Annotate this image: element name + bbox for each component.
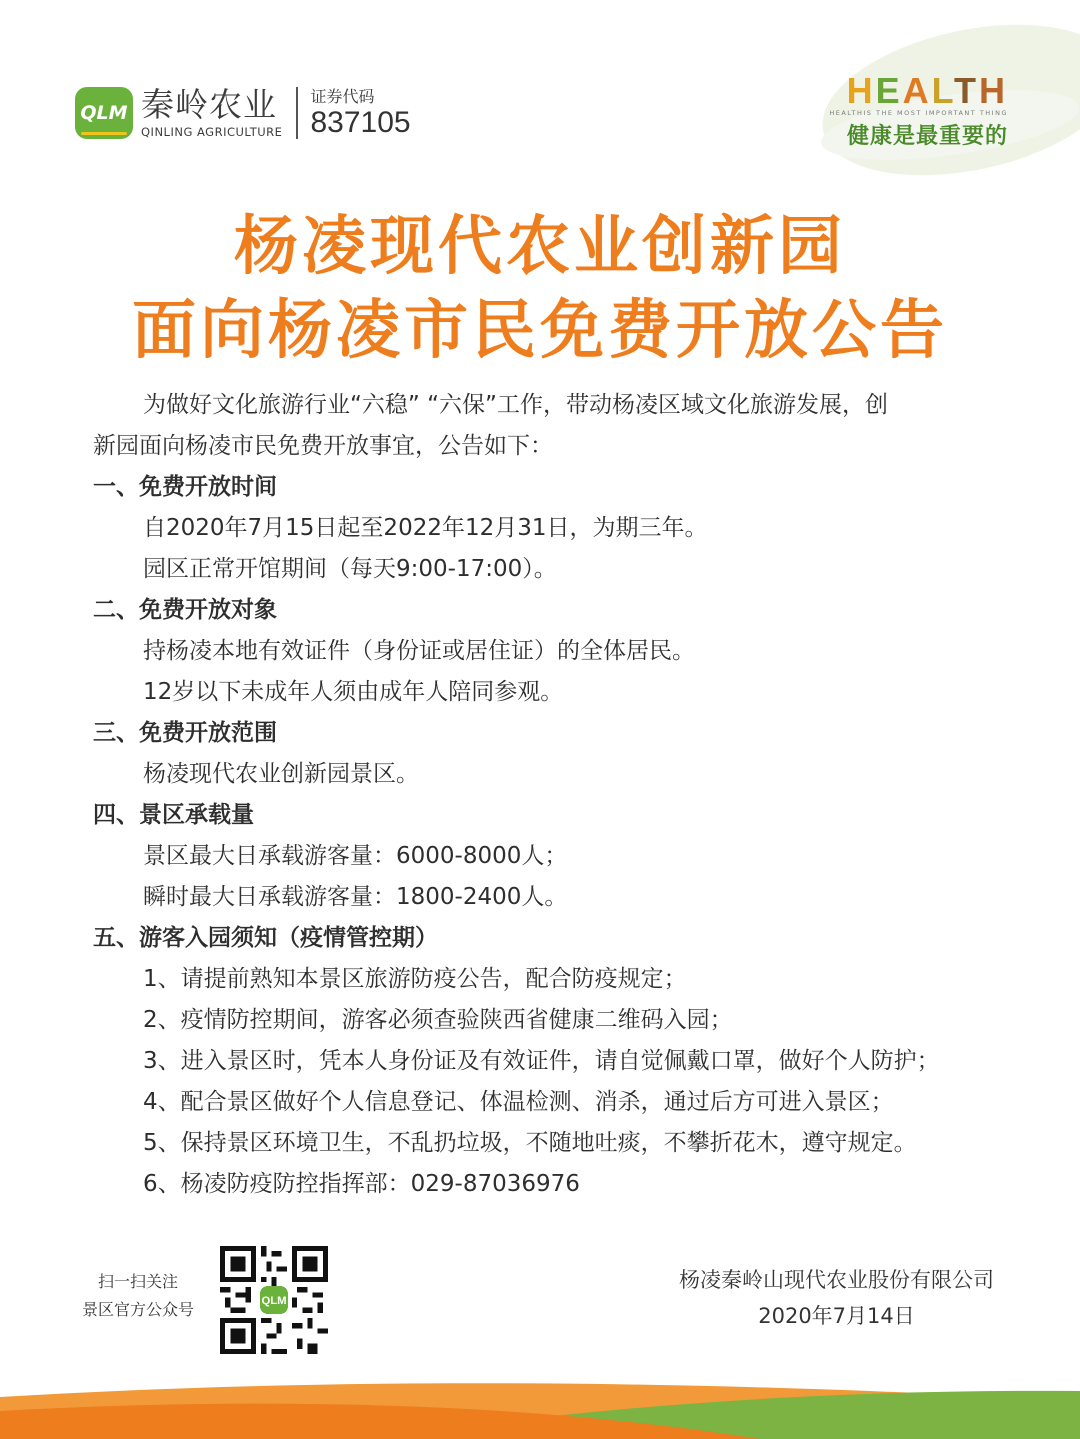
logo-chinese-name: 秦岭农业 xyxy=(141,85,277,124)
section-line: 3、进入景区时，凭本人身份证及有效证件，请自觉佩戴口罩，做好个人防护； xyxy=(143,1048,940,1074)
section-heading: 一、免费开放时间 xyxy=(93,474,277,500)
section-heading: 五、游客入园须知（疫情管控期） xyxy=(93,925,438,951)
section-line: 自2020年7月15日起至2022年12月31日，为期三年。 xyxy=(143,515,708,541)
health-tagline: HEALTHIS THE MOST IMPORTANT THING xyxy=(829,109,1008,117)
health-chinese-slogan: 健康是最重要的 xyxy=(846,124,1008,149)
company-name: 杨凌秦岭山现代农业股份有限公司 xyxy=(679,1268,994,1292)
bottom-decorative-band xyxy=(0,1349,1080,1439)
section-heading: 四、景区承载量 xyxy=(93,802,254,828)
company-signature xyxy=(679,1262,994,1334)
logo-badge-text: QLM xyxy=(80,102,128,124)
follow-line: 扫一扫关注 xyxy=(98,1272,179,1291)
company-logo xyxy=(75,86,411,140)
qr-code-icon[interactable] xyxy=(220,1246,328,1354)
notice-title xyxy=(0,205,1080,373)
section-line: 1、请提前熟知本景区旅游防疫公告，配合防疫规定； xyxy=(143,966,687,992)
title-line-2: 面向杨凌市民免费开放公告 xyxy=(132,294,948,368)
section-line: 4、配合景区做好个人信息登记、体温检测、消杀，通过后方可进入景区； xyxy=(143,1089,894,1115)
notice-date: 2020年7月14日 xyxy=(758,1304,915,1328)
title-line-1: 杨凌现代农业创新园 xyxy=(234,210,846,284)
logo-english-name: QINLING AGRICULTURE xyxy=(141,125,283,139)
stock-code-label: 证券代码 xyxy=(310,87,375,106)
svg-text:QLM: QLM xyxy=(261,1295,287,1308)
stock-code: 837105 xyxy=(310,106,411,139)
logo-divider xyxy=(296,87,298,139)
qlm-logo-icon xyxy=(75,87,133,139)
section-line: 2、疫情防控期间，游客必须查验陕西省健康二维码入园； xyxy=(143,1007,733,1033)
section-line: 瞬时最大日承载游客量：1800-2400人。 xyxy=(143,884,568,910)
intro-line: 为做好文化旅游行业“六稳” “六保”工作，带动杨凌区域文化旅游发展，创 xyxy=(143,392,888,418)
health-slogan xyxy=(829,70,1008,150)
intro-line: 新园面向杨凌市民免费开放事宜，公告如下： xyxy=(93,433,553,459)
section-line: 12岁以下未成年人须由成年人陪同参观。 xyxy=(143,679,564,705)
follow-caption xyxy=(82,1268,194,1324)
health-word: HEALTH xyxy=(846,70,1008,111)
section-heading: 三、免费开放范围 xyxy=(93,720,277,746)
notice-body xyxy=(93,385,1003,1205)
section-line: 6、杨凌防疫防控指挥部：029-87036976 xyxy=(143,1171,580,1197)
section-heading: 二、免费开放对象 xyxy=(93,597,277,623)
section-line: 园区正常开馆期间（每天9:00-17:00）。 xyxy=(143,556,557,582)
section-line: 持杨凌本地有效证件（身份证或居住证）的全体居民。 xyxy=(143,638,695,664)
section-line: 景区最大日承载游客量：6000-8000人； xyxy=(143,843,568,869)
section-line: 5、保持景区环境卫生，不乱扔垃圾，不随地吐痰，不攀折花木，遵守规定。 xyxy=(143,1130,917,1156)
follow-line: 景区官方公众号 xyxy=(82,1300,195,1319)
section-line: 杨凌现代农业创新园景区。 xyxy=(143,761,419,787)
